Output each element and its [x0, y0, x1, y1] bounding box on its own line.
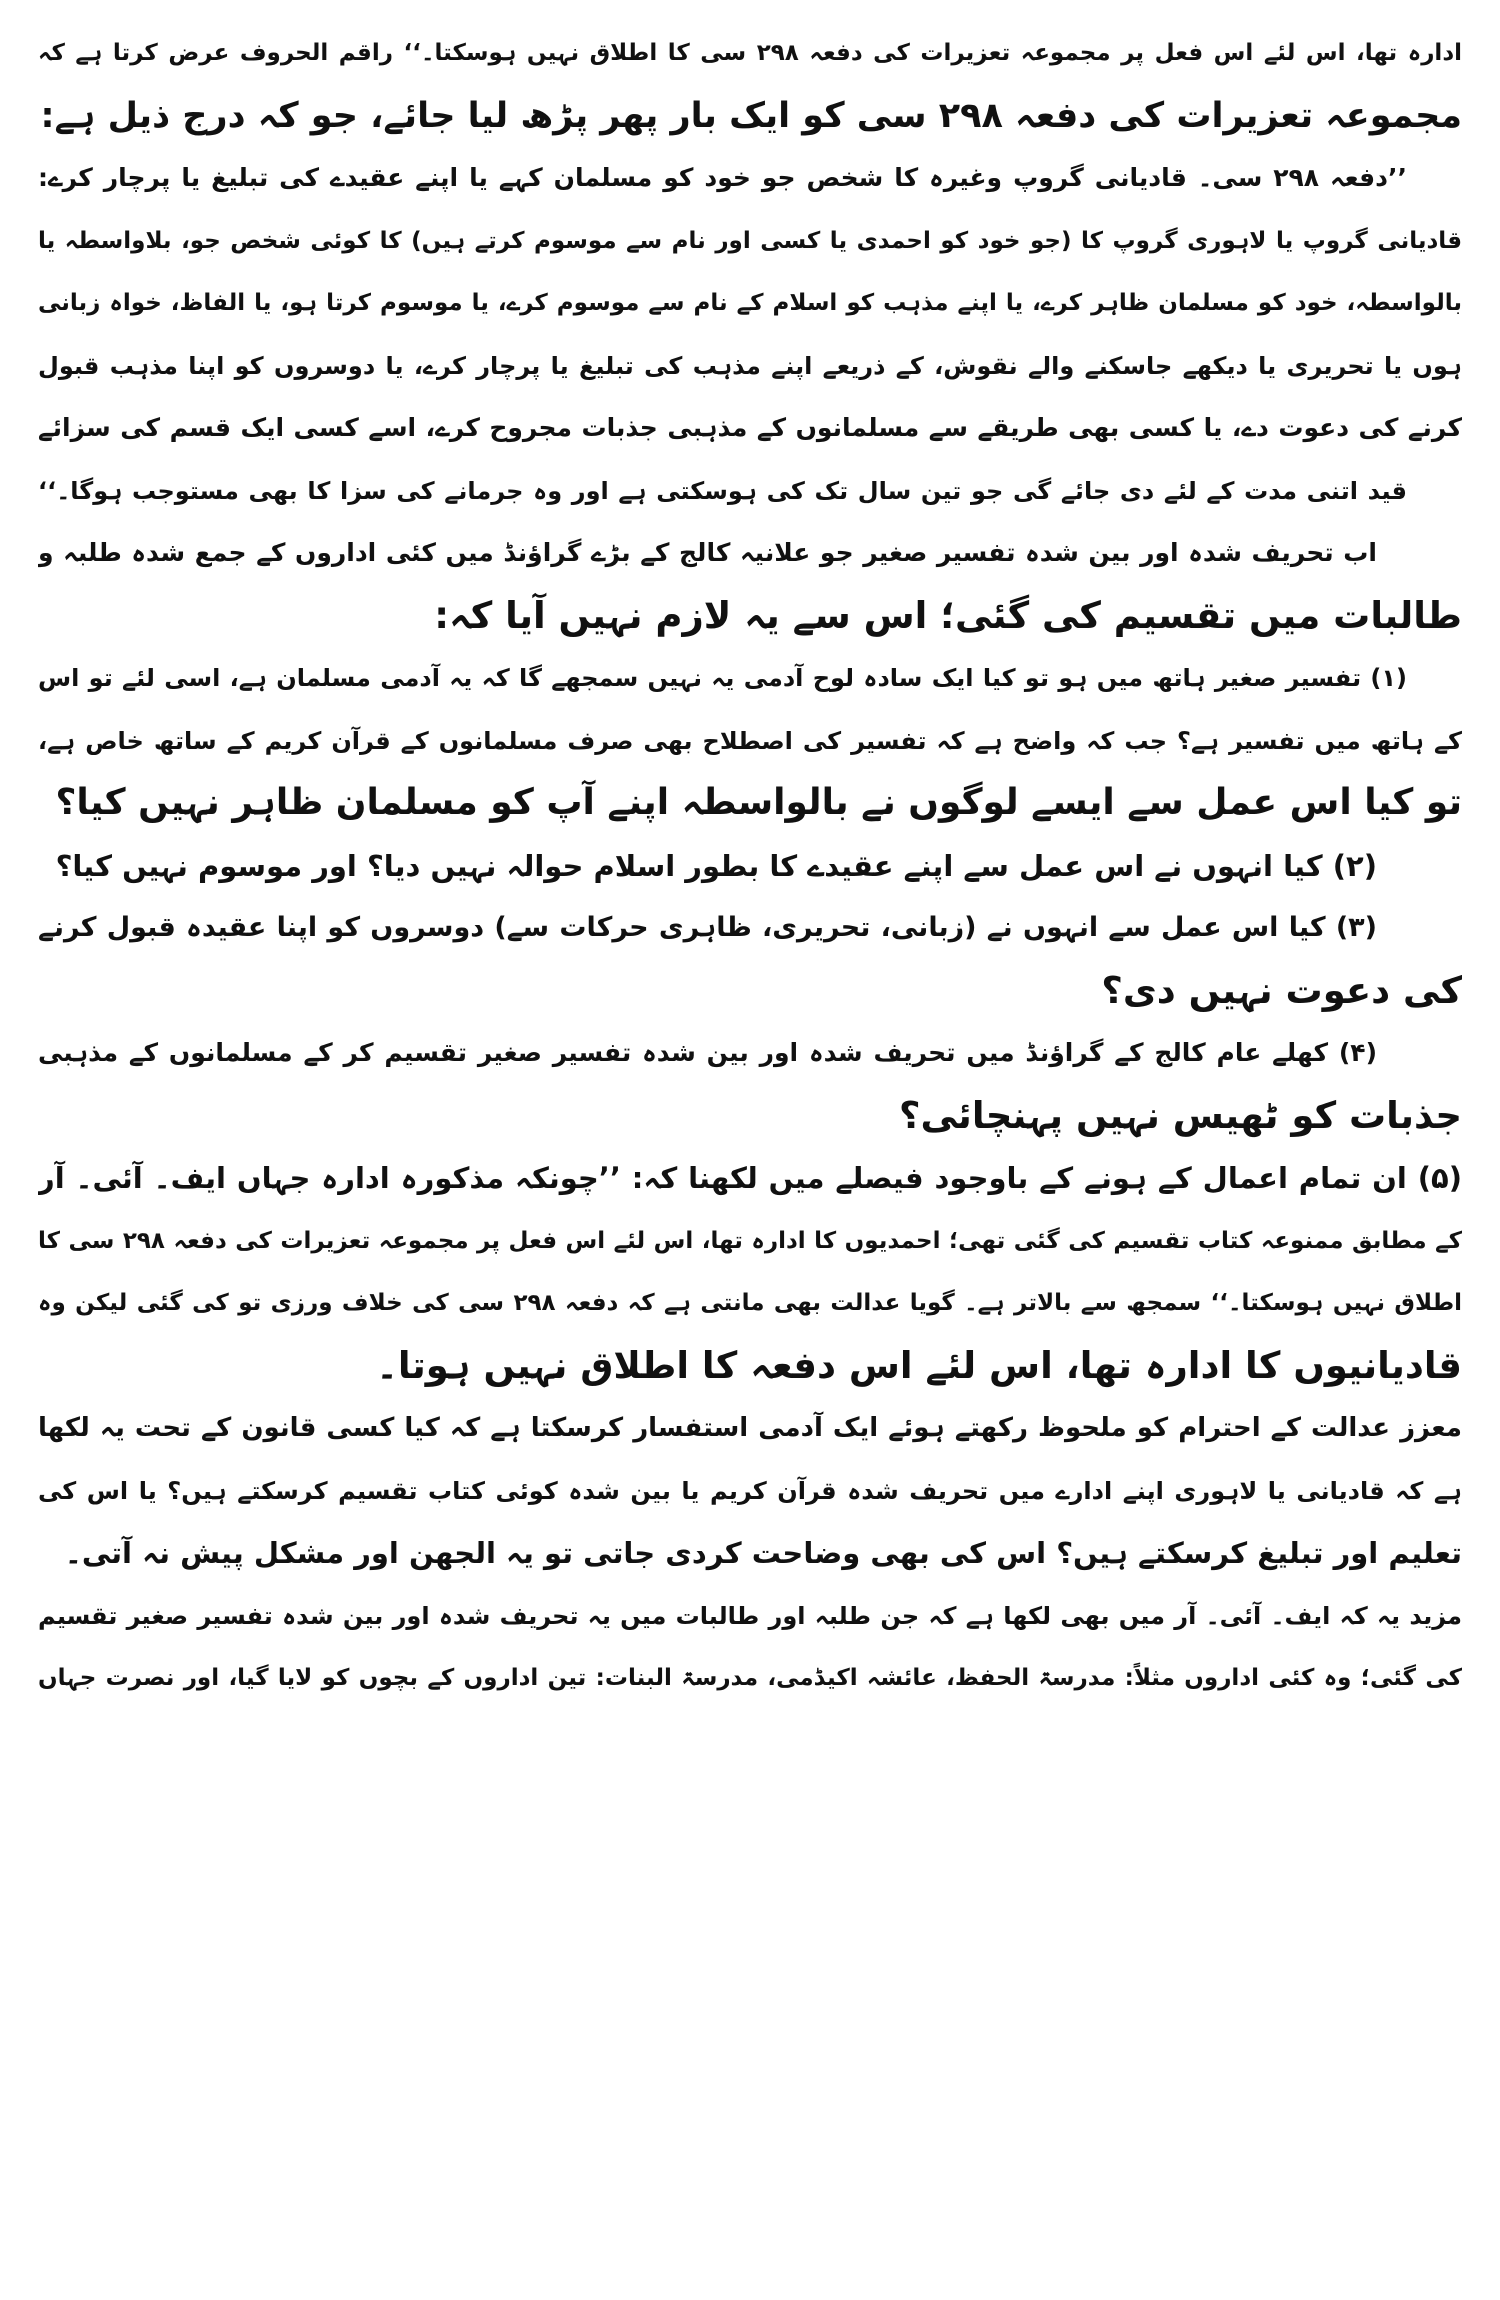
text-line: معزز عدالت کے احترام کو ملحوظ رکھتے ہوئے ایک آدمی استفسار کرسکتا ہے کہ کیا کسی قانون کے تحت یہ لکھا — [38, 1413, 1462, 1443]
text-line: جذبات کو ٹھیس نہیں پہنچائی؟ — [899, 1093, 1462, 1137]
text-line: ہوں یا تحریری یا دیکھے جاسکنے والے نقوش، کے ذریعے اپنے مذہب کی تبلیغ یا پرچار کرے، یا دوسروں کو اپنا مذہب قبول — [38, 351, 1462, 380]
text-line: (۲) کیا انہوں نے اس عمل سے اپنے عقیدے کا بطور اسلام حوالہ نہیں دیا؟ اور موسوم نہیں کیا؟ — [55, 848, 1377, 883]
text-line: اطلاق نہیں ہوسکتا۔‘‘ سمجھ سے بالاتر ہے۔ گویا عدالت بھی مانتی ہے کہ دفعہ ۲۹۸ سی کی خلاف ورزی تو کی گئی لیکن وہ — [38, 1290, 1462, 1316]
text-line: قادیانیوں کا ادارہ تھا، اس لئے اس دفعہ کا اطلاق نہیں ہوتا۔ — [376, 1343, 1462, 1387]
text-line: طالبات میں تقسیم کی گئی؛ اس سے یہ لازم نہیں آیا کہ: — [434, 593, 1462, 637]
text-line: کرنے کی دعوت دے، یا کسی بھی طریقے سے مسلمانوں کے مذہبی جذبات مجروح کرے، اسے کسی ایک قسم کی سزائے — [38, 413, 1462, 442]
text-line: ’’دفعہ ۲۹۸ سی۔ قادیانی گروپ وغیرہ کا شخص جو خود کو مسلمان کہے یا اپنے عقیدے کی تبلیغ یا پرچار کرے: — [38, 163, 1407, 192]
text-line: (۴) کھلے عام کالج کے گراؤنڈ میں تحریف شدہ اور بین شدہ تفسیر صغیر تقسیم کر کے مسلمانوں کے مذہبی — [38, 1038, 1377, 1067]
text-line: ادارہ تھا، اس لئے اس فعل پر مجموعہ تعزیرات کی دفعہ ۲۹۸ سی کا اطلاق نہیں ہوسکتا۔‘‘ راقم الحروف عرض کرتا ہے کہ — [38, 40, 1462, 66]
text-line: تو کیا اس عمل سے ایسے لوگوں نے بالواسطہ اپنے آپ کو مسلمان ظاہر نہیں کیا؟ — [55, 782, 1462, 823]
text-line: اب تحریف شدہ اور بین شدہ تفسیر صغیر جو علانیہ کالج کے بڑے گراؤنڈ میں کئی اداروں کے جمع شدہ طلبہ و — [38, 538, 1377, 567]
text-line: کی گئی؛ وہ کئی اداروں مثلاً: مدرسۃ الحفظ، عائشہ اکیڈمی، مدرسۃ البنات: تین اداروں کے بچوں کو لایا گیا، اور نصرت جہاں — [38, 1665, 1462, 1691]
text-line: مجموعہ تعزیرات کی دفعہ ۲۹۸ سی کو ایک بار پھر پڑھ لیا جائے، جو کہ درج ذیل ہے: — [40, 95, 1462, 136]
text-line: قادیانی گروپ یا لاہوری گروپ کا (جو خود کو احمدی یا کسی اور نام سے موسوم کرتے ہیں) کا کوئی شخص جو، بلاواسطہ یا — [38, 227, 1462, 254]
text-line: بالواسطہ، خود کو مسلمان ظاہر کرے، یا اپنے مذہب کو اسلام کے نام سے موسوم کرے، یا موسوم کرتا ہو، یا الفاظ، خواہ زبانی — [38, 290, 1462, 316]
text-line: تعلیم اور تبلیغ کرسکتے ہیں؟ اس کی بھی وضاحت کردی جاتی تو یہ الجھن اور مشکل پیش نہ آتی۔ — [64, 1536, 1462, 1570]
text-line: ہے کہ قادیانی یا لاہوری اپنے ادارے میں تحریف شدہ قرآن کریم یا بین شدہ کوئی کتاب تقسیم کرسکتے ہیں؟ یا اس کی — [38, 1476, 1462, 1505]
text-line: کے ہاتھ میں تفسیر ہے؟ جب کہ واضح ہے کہ تفسیر کی اصطلاح بھی صرف مسلمانوں کے قرآن کریم کے ساتھ خاص ہے، — [38, 726, 1462, 755]
text-line: کی دعوت نہیں دی؟ — [1101, 968, 1462, 1012]
text-line: مزید یہ کہ ایف۔ آئی۔ آر میں بھی لکھا ہے کہ جن طلبہ اور طالبات میں یہ تحریف شدہ اور بین شدہ تفسیر صغیر تقسیم — [38, 1601, 1462, 1630]
text-line: (۱) تفسیر صغیر ہاتھ میں ہو تو کیا ایک سادہ لوح آدمی یہ نہیں سمجھے گا کہ یہ آدمی مسلمان ہے، اسی لئے تو اس — [38, 664, 1407, 692]
text-line: (۳) کیا اس عمل سے انہوں نے (زبانی، تحریری، ظاہری حرکات سے) دوسروں کو اپنا عقیدہ قبول کرنے — [38, 912, 1377, 943]
text-line: (۵) ان تمام اعمال کے ہونے کے باوجود فیصلے میں لکھنا کہ: ’’چونکہ مذکورہ ادارہ جہاں ایف۔ آئی۔ آر — [38, 1161, 1462, 1195]
text-line: کے مطابق ممنوعہ کتاب تقسیم کی گئی تھی؛ احمدیوں کا ادارہ تھا، اس لئے اس فعل پر مجموعہ تعزیرات کی دفعہ ۲۹۸ سی کا — [38, 1227, 1462, 1254]
text-line: قید اتنی مدت کے لئے دی جائے گی جو تین سال تک کی ہوسکتی ہے اور وہ جرمانے کی سزا کا بھی مستوجب ہوگا۔‘‘ — [38, 476, 1407, 505]
